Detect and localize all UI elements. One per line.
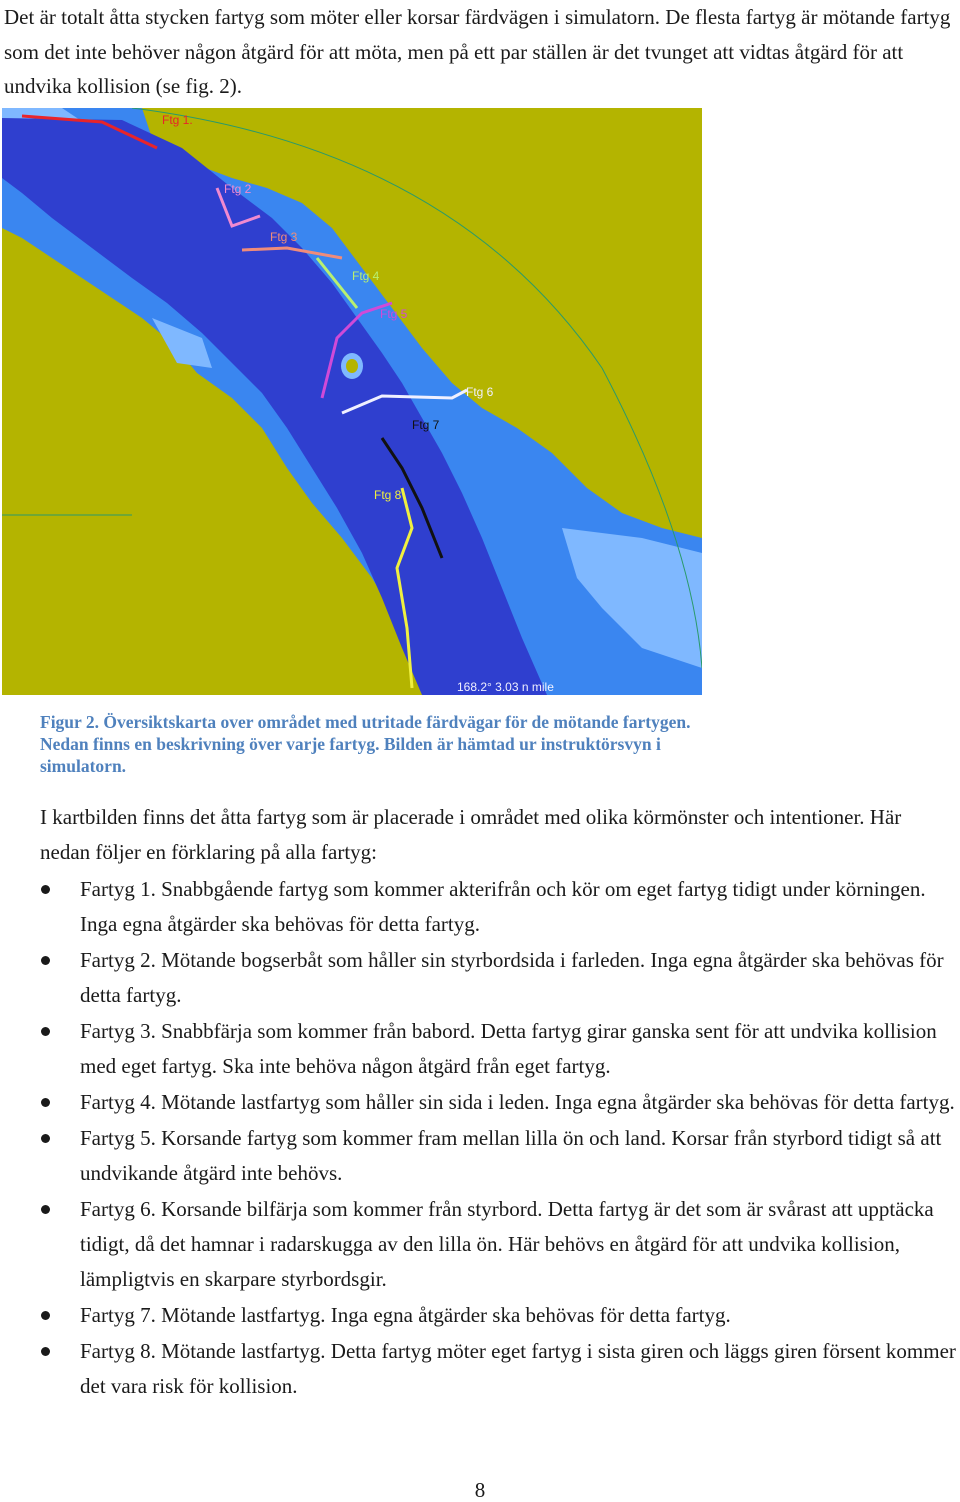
map-label-ftg3: Ftg 3 <box>270 230 298 244</box>
intro-paragraph: Det är totalt åtta stycken fartyg som möter eller korsar färdvägen i simulatorn. De flesta fartyg är mötande fartyg som det inte behöver någon åtgärd för att möta, men på ett par ställen är det tvunget att vidtas åtgärd för att undvika kollision (se fig. 2). <box>4 5 951 98</box>
list-item: Fartyg 7. Mötande lastfartyg. Inga egna åtgärder ska behövas för detta fartyg. <box>0 1298 960 1333</box>
bullet-icon <box>41 1098 50 1107</box>
bullet-icon <box>41 956 50 965</box>
map-label-ftg2: Ftg 2 <box>224 182 252 196</box>
map-range-readout: 168.2° 3.03 n mile <box>457 680 554 694</box>
map-label-ftg5: Ftg 5 <box>380 307 408 321</box>
ships-intro-paragraph: I kartbilden finns det åtta fartyg som är placerade i området med olika körmönster och intentioner. Här nedan följer en förklaring på alla fartyg: <box>40 805 902 864</box>
list-item: Fartyg 5. Korsande fartyg som kommer fram mellan lilla ön och land. Korsar från styrbord tidigt så att undvikande åtgärd inte behövs. <box>0 1121 960 1191</box>
bullet-icon <box>41 1311 50 1320</box>
page-number: 8 <box>474 1478 486 1502</box>
figure-caption: Figur 2. Översiktskarta over området med utritade färdvägar för de mötande fartygen. Nedan finns en beskrivning över varje fartyg. Bilden är hämtad ur instruktörsvyn i simulatorn. <box>40 712 691 776</box>
map-label-ftg8: Ftg 8 <box>374 488 402 502</box>
bullet-icon <box>41 1027 50 1036</box>
bullet-icon <box>41 1205 50 1214</box>
list-item: Fartyg 2. Mötande bogserbåt som håller sin styrbordsida i farleden. Inga egna åtgärder ska behövas för detta fartyg. <box>0 943 960 1013</box>
list-item: Fartyg 3. Snabbfärja som kommer från babord. Detta fartyg girar ganska sent för att undvika kollision med eget fartyg. Ska inte behöva någon åtgärd från eget fartyg. <box>0 1014 960 1084</box>
bullet-icon <box>41 885 50 894</box>
list-item: Fartyg 8. Mötande lastfartyg. Detta fartyg möter eget fartyg i sista giren och läggs giren försent kommer det vara risk för kollision. <box>0 1334 960 1404</box>
map-label-ftg4: Ftg 4 <box>352 269 380 283</box>
bullet-icon <box>41 1347 50 1356</box>
list-item: Fartyg 6. Korsande bilfärja som kommer från styrbord. Detta fartyg är det som är svårast att upptäcka tidigt, då det hamnar i radarskugga av den lilla ön. Här behövs en åtgärd för att undvika kollision, lämpligtvis en skarpare styrbordsgir. <box>0 1192 960 1297</box>
map-label-ftg7: Ftg 7 <box>412 418 440 432</box>
map-label-ftg6: Ftg 6 <box>466 385 494 399</box>
list-item: Fartyg 4. Mötande lastfartyg som håller sin sida i leden. Inga egna åtgärder ska behövas för detta fartyg. <box>0 1085 960 1120</box>
list-item: Fartyg 1. Snabbgående fartyg som kommer akterifrån och kör om eget fartyg tidigt under körningen. Inga egna åtgärder ska behövas för detta fartyg. <box>0 872 960 942</box>
bullet-icon <box>41 1134 50 1143</box>
overview-map <box>2 108 702 695</box>
map-label-ftg1: Ftg 1. <box>162 113 193 127</box>
ship-list <box>0 872 960 1405</box>
